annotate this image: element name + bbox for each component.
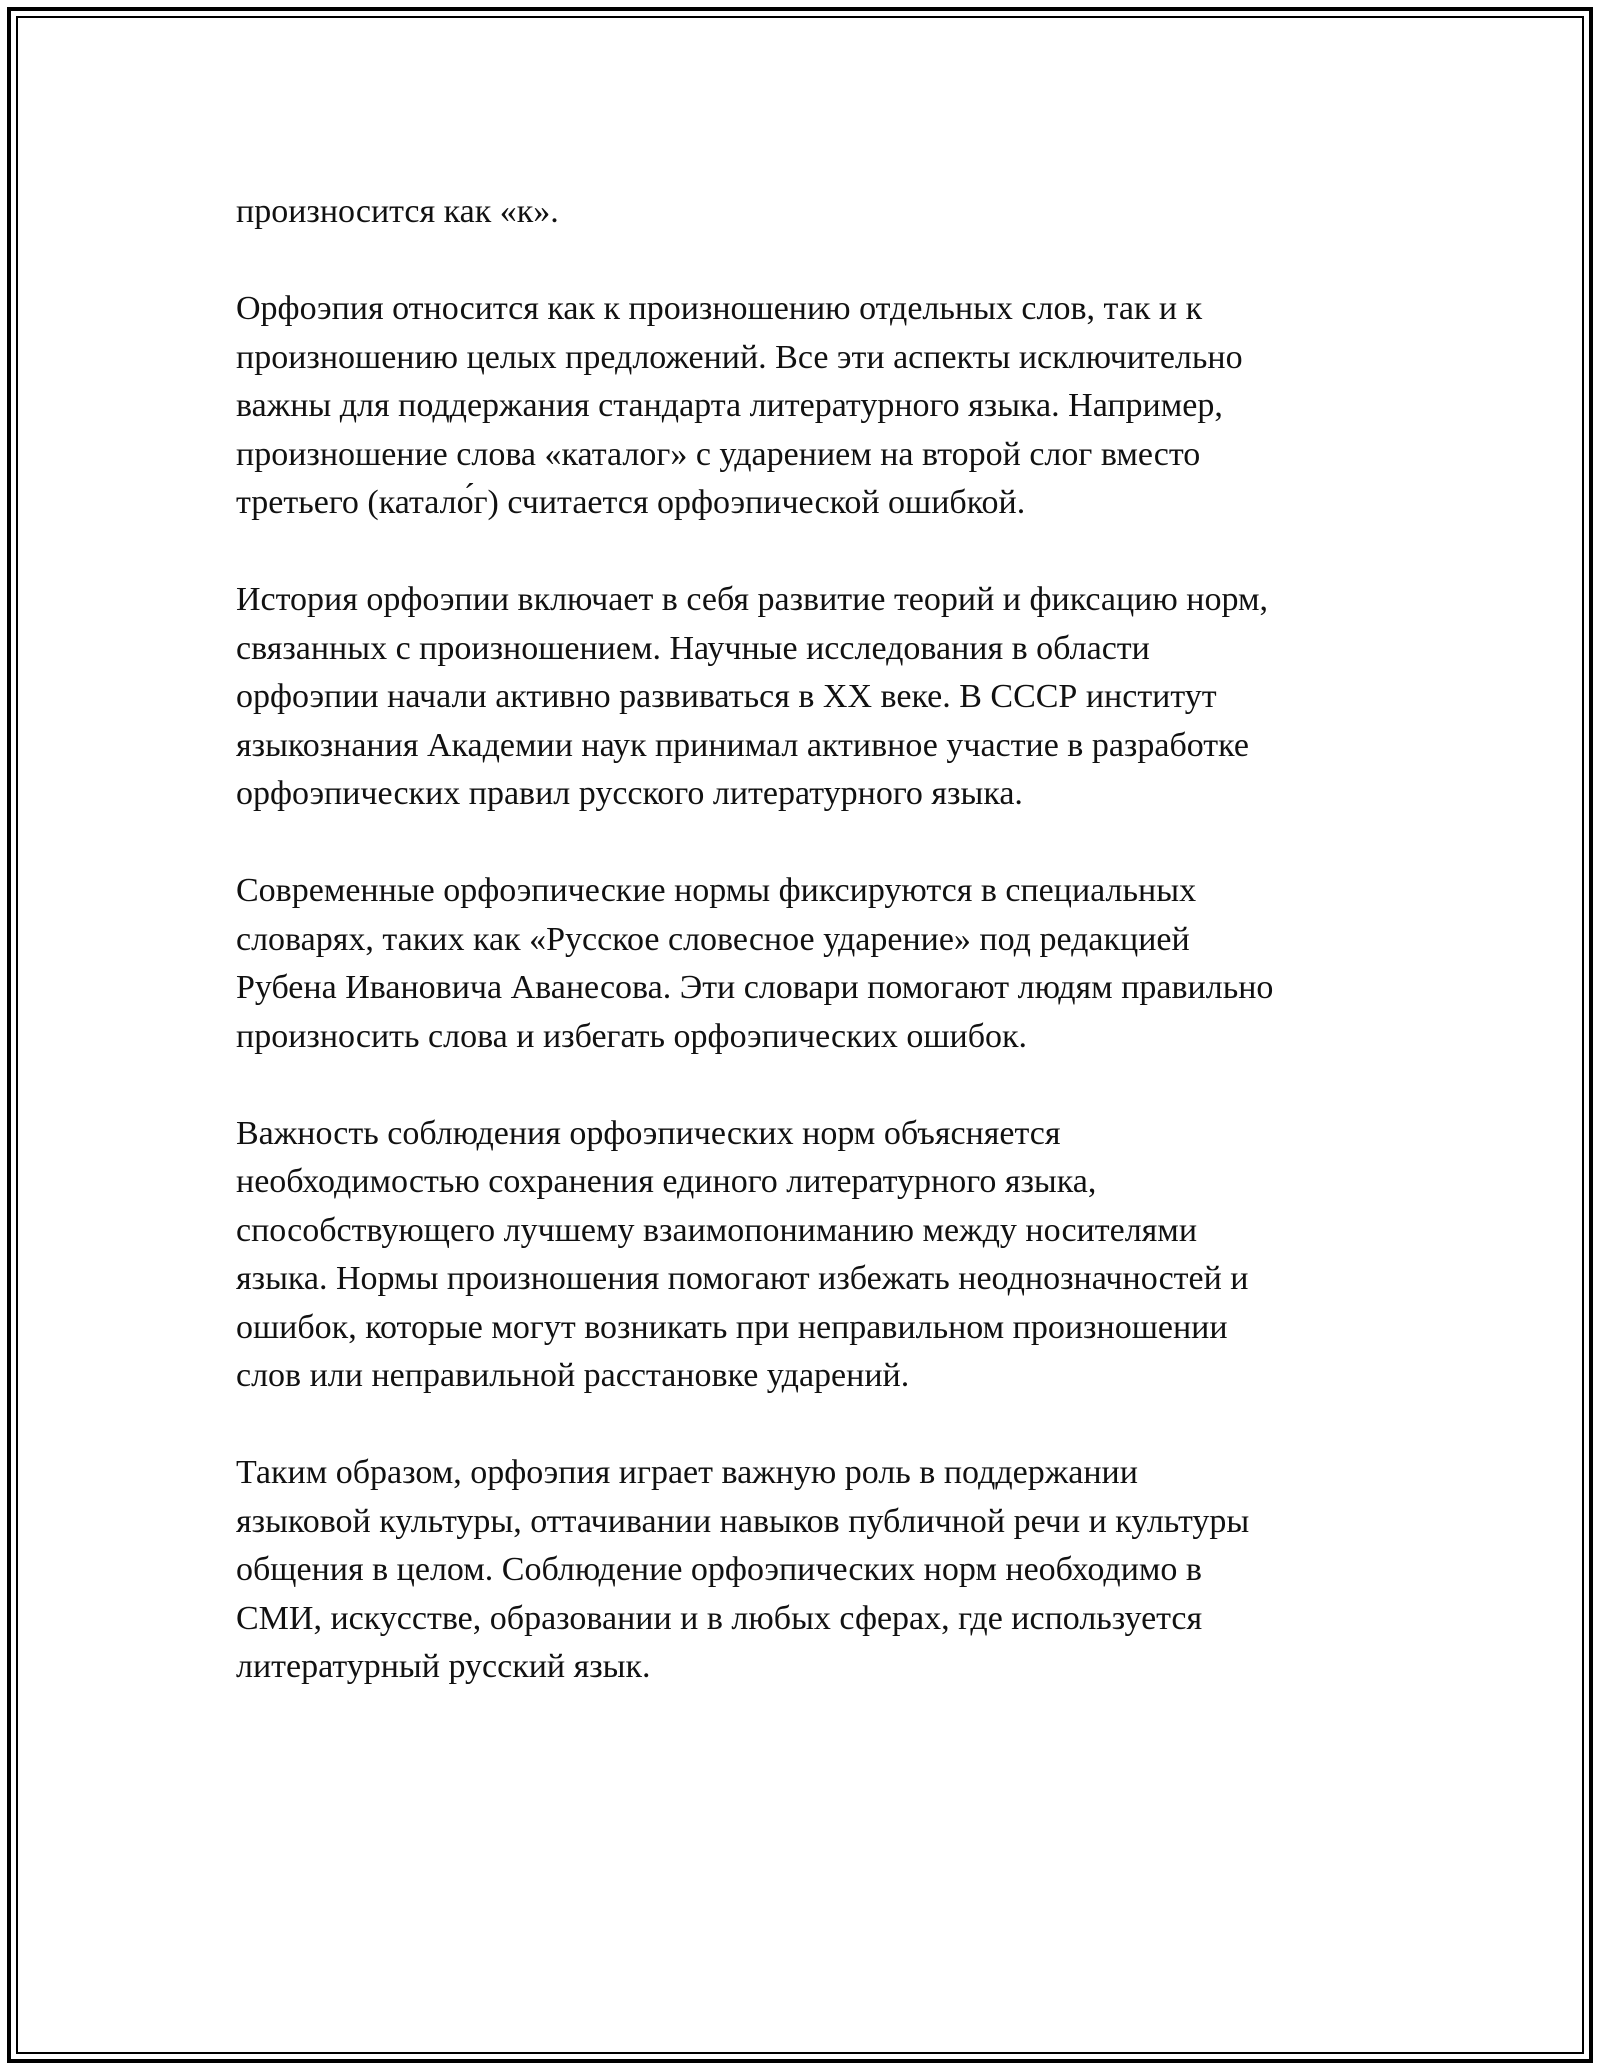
paragraph-importance: Важность соблюдения орфоэпических норм объясняется необходимостью сохранения единого литературного языка, способствующего лучшему взаимопониманию между носителями языка. Нормы произношения помогают избежать неоднозначностей и ошибок, которые могут возникать при неправильном произношении слов или неправильной расстановке ударений. bbox=[236, 1114, 1249, 1394]
document-body bbox=[236, 188, 1396, 1740]
paragraph-continuation: произносится как «к». bbox=[236, 193, 559, 230]
paragraph-modern-norms: Современные орфоэпические нормы фиксируются в специальных словарях, таких как «Русское словесное ударение» под редакцией Рубена Ивановича Аванесова. Эти словари помогают людям правильно произносить слова и избегать орфоэпических ошибок. bbox=[236, 872, 1274, 1055]
paragraph-orthoepy-history: История орфоэпии включает в себя развитие теорий и фиксацию норм, связанных с произношением. Научные исследования в области орфоэпии начали активно развиваться в XX веке. В СССР институт языкознания Академии наук принимал активное участие в разработке орфоэпических правил русского литературного языка. bbox=[236, 581, 1268, 812]
paragraph-conclusion: Таким образом, орфоэпия играет важную роль в поддержании языковой культуры, оттачивании навыков публичной речи и культуры общения в целом. Соблюдение орфоэпических норм необходимо в СМИ, искусстве, образовании и в любых сферах, где используется литературный русский язык. bbox=[236, 1454, 1250, 1685]
paragraph-orthoepy-scope: Орфоэпия относится как к произношению отдельных слов, так и к произношению целых предложений. Все эти аспекты исключительно важны для поддержания стандарта литературного языка. Например, произношение слова «каталог» с ударением на второй слог вместо третьего (катало́г) считается орфоэпической ошибкой. bbox=[236, 290, 1243, 521]
